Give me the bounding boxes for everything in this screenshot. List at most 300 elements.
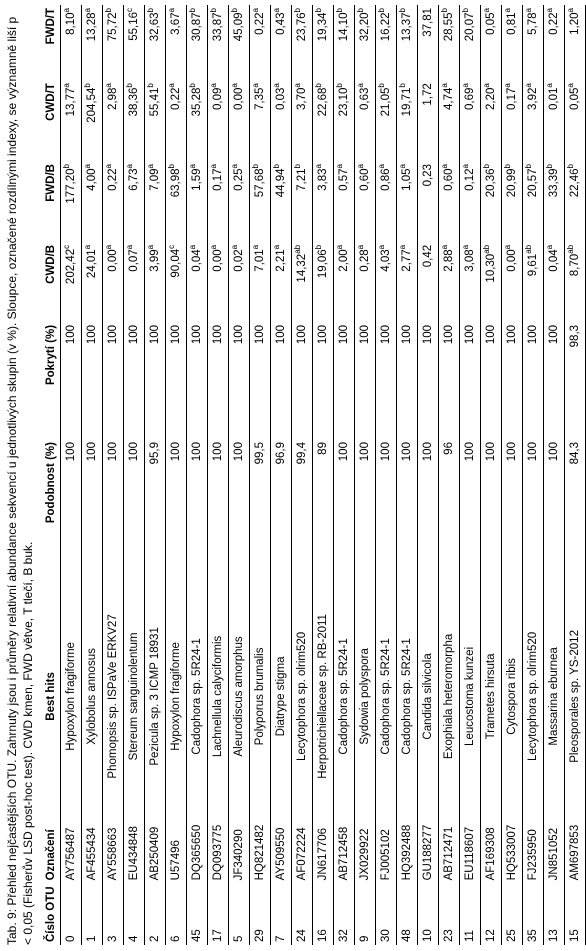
coverage-text: 100: [548, 324, 560, 345]
best-hit: [397, 593, 418, 799]
col-otu: Číslo OTU: [42, 883, 61, 945]
significance-letter: a: [482, 8, 491, 13]
significance-letter: a: [209, 83, 218, 88]
header-row: [42, 5, 61, 945]
best-hit-text: Cadophora sp. 5R24-1: [191, 638, 203, 755]
otu-number-text: 11: [464, 930, 476, 942]
best-hit-text: Polyporus brumalis: [254, 647, 266, 746]
fwd-b-value: [187, 161, 208, 242]
fwd-t-value-text: 14,10: [338, 12, 350, 42]
significance-letter: b: [314, 244, 323, 250]
cwd-b-value: [124, 242, 145, 322]
cwd-b-value-text: 2,77: [401, 249, 413, 272]
accession-id: [523, 799, 544, 883]
coverage: [481, 322, 502, 439]
similarity: [355, 439, 376, 593]
otu-number: [502, 883, 523, 945]
fwd-b-value: [523, 161, 544, 242]
coverage-text: 100: [107, 324, 119, 345]
fwd-b-value: [334, 161, 355, 242]
best-hit-text: Stereum sanguinolentum: [128, 632, 140, 761]
similarity-text: 100: [548, 442, 560, 462]
significance-letter: a: [104, 83, 113, 88]
accession-id-text: DQ365650: [191, 824, 203, 881]
cwd-b-value-text: 8,70: [569, 253, 581, 277]
best-hit: [502, 593, 523, 799]
otu-number: [145, 883, 166, 945]
accession-id-text: AY558663: [107, 827, 119, 881]
accession-id-text: AF455434: [86, 827, 98, 881]
significance-letter: a: [83, 8, 92, 13]
accession-id: [334, 799, 355, 883]
otu-number-text: 15: [569, 929, 581, 942]
cwd-b-value: [187, 242, 208, 322]
significance-letter: a: [356, 83, 365, 88]
table-row: [208, 5, 229, 945]
significance-letter: a: [461, 244, 470, 250]
accession-id: [61, 799, 82, 883]
cwd-b-value: [355, 242, 376, 322]
otu-number-text: 35: [527, 929, 539, 942]
fwd-t-value-text: 0,81: [506, 12, 518, 35]
similarity-text: 100: [65, 442, 77, 462]
fwd-b-value-text: 0,23: [422, 164, 434, 187]
cwd-t-value: [208, 80, 229, 161]
significance-letter: b: [188, 83, 197, 88]
otu-number-text: 24: [296, 929, 308, 942]
fwd-t-value-text: 30,87: [191, 12, 203, 42]
cwd-t-value: [397, 80, 418, 161]
fwd-b-value: [292, 161, 313, 242]
fwd-t-value: [565, 5, 586, 80]
fwd-b-value-text: 1,59: [191, 168, 203, 191]
table-row: [124, 5, 145, 945]
fwd-t-value: [481, 5, 502, 80]
coverage-text: 100: [86, 324, 98, 345]
best-hit-text: Lecytophora sp. olrim520: [296, 631, 308, 761]
significance-letter: a: [440, 83, 449, 88]
cwd-t-value-text: 38,36: [128, 87, 140, 117]
accession-id-text: GU188277: [422, 824, 434, 881]
accession-id-text: AM697853: [569, 824, 581, 881]
fwd-b-value: [481, 161, 502, 242]
cwd-t-value-text: 13,77: [65, 87, 77, 117]
otu-number: [229, 883, 250, 945]
cwd-t-value: [61, 80, 82, 161]
fwd-t-value-text: 0,22: [254, 12, 266, 35]
significance-letter: b: [188, 8, 197, 13]
significance-letter: a: [545, 8, 554, 13]
fwd-b-value: [82, 161, 103, 242]
similarity-text: 100: [170, 442, 182, 462]
accession-id-text: HQ392488: [401, 824, 413, 881]
accession-id-text: AB250409: [149, 826, 161, 881]
significance-letter: a: [503, 244, 512, 250]
similarity-text: 96: [443, 442, 455, 455]
significance-letter: b: [230, 8, 239, 13]
best-hit: [61, 593, 82, 799]
coverage: [103, 322, 124, 439]
cwd-b-value: [523, 242, 544, 322]
fwd-t-value-text: 13,28: [86, 12, 98, 42]
significance-letter: a: [251, 244, 260, 250]
best-hit-text: Lecytophora sp. olrim520: [527, 631, 539, 761]
coverage-text: 100: [338, 324, 350, 345]
table-row: [418, 5, 439, 945]
significance-letter: a: [272, 244, 281, 250]
otu-number: [460, 883, 481, 945]
cwd-t-value: [292, 80, 313, 161]
coverage: [355, 322, 376, 439]
otu-number-text: 3: [107, 935, 119, 942]
accession-id: [187, 799, 208, 883]
significance-letter: a: [440, 164, 449, 169]
significance-letter: a: [209, 164, 218, 169]
significance-letter: a: [335, 244, 344, 250]
otu-number: [187, 883, 208, 945]
similarity: [271, 439, 292, 593]
fwd-t-value: [208, 5, 229, 80]
significance-letter: b: [251, 164, 260, 169]
accession-id: [439, 799, 460, 883]
fwd-t-value-text: 0,43: [275, 12, 287, 35]
similarity: [229, 439, 250, 593]
coverage: [523, 322, 544, 439]
coverage-text: 100: [401, 324, 413, 345]
fwd-t-value: [502, 5, 523, 80]
fwd-b-value-text: 0,22: [107, 168, 119, 191]
best-hit-text: Diatrype stigma: [275, 656, 287, 737]
best-hit-text: Massarina eburnea: [548, 647, 560, 746]
otu-number-text: 12: [485, 929, 497, 942]
significance-letter: a: [62, 8, 71, 13]
fwd-b-value: [229, 161, 250, 242]
cwd-b-value: [229, 242, 250, 322]
similarity-text: 100: [401, 442, 413, 462]
fwd-b-value: [124, 161, 145, 242]
best-hit: [187, 593, 208, 799]
similarity-text: 100: [107, 442, 119, 462]
significance-letter: a: [146, 164, 155, 169]
otu-number: [565, 883, 586, 945]
fwd-b-value: [397, 161, 418, 242]
significance-letter: a: [251, 83, 260, 88]
similarity-text: 96,9: [275, 442, 287, 465]
fwd-b-value: [271, 161, 292, 242]
table-row: [397, 5, 418, 945]
best-hit-text: Aleurodiscus amorphus: [233, 636, 245, 757]
otu-number: [397, 883, 418, 945]
significance-letter: b: [377, 83, 386, 88]
fwd-t-value-text: 55,16: [128, 12, 140, 41]
table-body: [61, 5, 586, 945]
fwd-t-value: [250, 5, 271, 80]
cwd-t-value: [187, 80, 208, 161]
significance-letter: b: [398, 83, 407, 88]
significance-letter: a: [314, 164, 323, 169]
best-hit-text: Herpotrichiellaceae sp. RB-2011: [317, 614, 329, 779]
significance-letter: b: [335, 8, 344, 13]
cwd-t-value-text: 21,05: [380, 87, 392, 117]
accession-id: [208, 799, 229, 883]
similarity-text: 100: [86, 442, 98, 462]
coverage: [166, 322, 187, 439]
similarity-text: 100: [212, 442, 224, 462]
best-hit: [418, 593, 439, 799]
significance-letter: a: [503, 83, 512, 88]
best-hit-text: Cytospora ribis: [506, 658, 518, 735]
significance-letter: a: [545, 244, 554, 250]
significance-letter: b: [335, 83, 344, 88]
significance-letter: a: [125, 164, 134, 169]
table-row: [334, 5, 355, 945]
cwd-b-value: [292, 242, 313, 322]
table-row: [229, 5, 250, 945]
coverage-text: 100: [275, 324, 287, 345]
best-hit: [355, 593, 376, 799]
cwd-t-value-text: 4,74: [443, 87, 455, 111]
significance-letter: a: [482, 83, 491, 88]
cwd-t-value-text: 0,63: [359, 87, 371, 111]
significance-letter: ab: [482, 244, 491, 254]
significance-letter: c: [62, 244, 71, 249]
coverage: [124, 322, 145, 439]
similarity-text: 100: [485, 442, 497, 462]
cwd-t-value-text: 0,17: [506, 87, 518, 111]
table-row: [82, 5, 103, 945]
best-hit-text: Pleosporales sp. YS-2012: [569, 630, 581, 763]
best-hit-text: Cadophora sp. 5R24-1: [380, 638, 392, 755]
fwd-t-value-text: 20,07: [464, 12, 476, 42]
cwd-t-value: [334, 80, 355, 161]
cwd-t-value: [544, 80, 565, 161]
fwd-b-value-text: 177,20: [65, 168, 77, 204]
coverage: [439, 322, 460, 439]
similarity: [544, 439, 565, 593]
best-hit: [208, 593, 229, 799]
similarity-text: 100: [464, 442, 476, 462]
similarity-text: 100: [191, 442, 203, 462]
significance-letter: a: [167, 8, 176, 13]
fwd-b-value: [502, 161, 523, 242]
similarity: [376, 439, 397, 593]
otu-number-text: 6: [170, 935, 182, 942]
otu-number-text: 45: [191, 929, 203, 942]
table-row: [271, 5, 292, 945]
otu-number-text: 5: [233, 935, 245, 942]
table-row: [544, 5, 565, 945]
best-hit: [481, 593, 502, 799]
fwd-t-value-text: 75,72: [107, 12, 119, 42]
accession-id-text: AY509550: [275, 827, 287, 881]
coverage: [460, 322, 481, 439]
otu-number: [82, 883, 103, 945]
fwd-t-value: [61, 5, 82, 80]
cwd-b-value-text: 0,02: [233, 249, 245, 272]
fwd-b-value-text: 0,57: [338, 168, 350, 191]
cwd-t-value: [103, 80, 124, 161]
fwd-b-value-text: 0,12: [464, 168, 476, 191]
otu-number: [124, 883, 145, 945]
significance-letter: b: [146, 8, 155, 13]
fwd-b-value: [460, 161, 481, 242]
significance-letter: a: [524, 83, 533, 88]
cwd-t-value: [565, 80, 586, 161]
fwd-b-value-text: 33,39: [548, 168, 560, 198]
table-row: [355, 5, 376, 945]
col-fwd-b: FWD/B: [42, 161, 61, 242]
cwd-t-value: [376, 80, 397, 161]
fwd-b-value: [376, 161, 397, 242]
accession-id: [250, 799, 271, 883]
otu-number: [418, 883, 439, 945]
fwd-b-value-text: 0,17: [212, 168, 224, 191]
otu-number: [334, 883, 355, 945]
otu-number: [250, 883, 271, 945]
otu-number-text: 4: [128, 935, 140, 942]
fwd-t-value-text: 32,63: [149, 12, 161, 42]
cwd-t-value-text: 55,41: [149, 87, 161, 117]
significance-letter: b: [314, 83, 323, 88]
accession-id: [376, 799, 397, 883]
significance-letter: a: [251, 8, 260, 13]
table-row: [313, 5, 334, 945]
cwd-t-value: [271, 80, 292, 161]
fwd-b-value-text: 63,98: [170, 168, 182, 198]
coverage-text: 100: [464, 324, 476, 345]
cwd-t-value: [313, 80, 334, 161]
cwd-b-value: [502, 242, 523, 322]
similarity: [250, 439, 271, 593]
significance-letter: a: [566, 83, 575, 88]
cwd-t-value-text: 7,35: [254, 87, 266, 111]
fwd-t-value: [271, 5, 292, 80]
table-row: [481, 5, 502, 945]
best-hit-text: Cadophora sp. 5R24-1: [401, 638, 413, 755]
cwd-t-value-text: 0,05: [569, 87, 581, 111]
significance-letter: a: [398, 244, 407, 250]
cwd-b-value: [334, 242, 355, 322]
coverage: [187, 322, 208, 439]
significance-letter: b: [503, 164, 512, 169]
best-hit: [124, 593, 145, 799]
fwd-b-value-text: 6,73: [128, 168, 140, 191]
fwd-t-value-text: 8,10: [65, 12, 77, 35]
cwd-b-value-text: 2,21: [275, 249, 287, 272]
significance-letter: ab: [293, 244, 302, 254]
significance-letter: b: [524, 164, 533, 169]
coverage-text: 100: [254, 324, 266, 345]
significance-letter: a: [230, 244, 239, 250]
cwd-b-value-text: 3,99: [149, 249, 161, 272]
significance-letter: a: [335, 164, 344, 169]
col-fwd-t: FWD/T: [42, 5, 61, 80]
cwd-b-value: [481, 242, 502, 322]
cwd-b-value-text: 24,01: [86, 249, 98, 279]
significance-letter: a: [272, 8, 281, 13]
cwd-t-value-text: 0,00: [233, 87, 245, 111]
significance-letter: a: [377, 244, 386, 250]
accession-id-text: AF072224: [296, 827, 308, 881]
cwd-t-value-text: 3,92: [527, 87, 539, 111]
significance-letter: b: [461, 8, 470, 13]
significance-letter: c: [125, 8, 134, 12]
similarity-text: 100: [506, 442, 518, 462]
best-hit: [166, 593, 187, 799]
accession-id: [145, 799, 166, 883]
coverage: [313, 322, 334, 439]
similarity: [397, 439, 418, 593]
fwd-b-value: [355, 161, 376, 242]
similarity: [460, 439, 481, 593]
accession-id: [481, 799, 502, 883]
cwd-b-value: [82, 242, 103, 322]
similarity-text: 100: [233, 442, 245, 462]
fwd-b-value-text: 1,05: [401, 168, 413, 191]
fwd-b-value-text: 4,00: [86, 168, 98, 191]
similarity: [565, 439, 586, 593]
significance-letter: b: [146, 83, 155, 88]
accession-id: [565, 799, 586, 883]
cwd-b-value-text: 3,08: [464, 249, 476, 272]
similarity-text: 89: [317, 442, 329, 455]
cwd-b-value: [271, 242, 292, 322]
fwd-t-value: [187, 5, 208, 80]
best-hit-text: Trametes hirsuta: [485, 653, 497, 740]
table-row: [292, 5, 313, 945]
fwd-t-value-text: 19,34: [317, 12, 329, 42]
significance-letter: b: [377, 8, 386, 13]
cwd-b-value: [439, 242, 460, 322]
fwd-b-value: [166, 161, 187, 242]
otu-number: [208, 883, 229, 945]
significance-letter: a: [188, 244, 197, 250]
cwd-b-value-text: 0,00: [212, 249, 224, 272]
cwd-b-value-text: 4,03: [380, 249, 392, 272]
otu-number: [355, 883, 376, 945]
cwd-t-value-text: 23,10: [338, 87, 350, 117]
similarity: [145, 439, 166, 593]
table-row: [376, 5, 397, 945]
accession-id-text: AF169308: [485, 827, 497, 881]
coverage: [502, 322, 523, 439]
fwd-t-value-text: 37,81: [422, 8, 434, 37]
coverage: [376, 322, 397, 439]
similarity-text: 95,9: [149, 442, 161, 465]
table-row: [103, 5, 124, 945]
accession-id: [103, 799, 124, 883]
coverage-text: 100: [212, 324, 224, 345]
cwd-b-value: [208, 242, 229, 322]
best-hit: [313, 593, 334, 799]
fwd-b-value-text: 22,46: [569, 168, 581, 198]
accession-id-text: AB712458: [338, 826, 350, 881]
otu-number-text: 32: [338, 929, 350, 942]
significance-letter: a: [209, 244, 218, 250]
coverage-text: 98,3: [569, 324, 581, 348]
significance-letter: b: [293, 8, 302, 13]
coverage-text: 100: [296, 324, 308, 345]
accession-id-text: DQ093775: [212, 824, 224, 881]
best-hit: [292, 593, 313, 799]
fwd-b-value-text: 0,86: [380, 168, 392, 191]
fwd-b-value-text: 20,36: [485, 168, 497, 198]
significance-letter: a: [377, 164, 386, 169]
fwd-t-value: [355, 5, 376, 80]
similarity: [502, 439, 523, 593]
fwd-b-value-text: 20,99: [506, 168, 518, 198]
otu-number-text: 7: [275, 935, 287, 942]
